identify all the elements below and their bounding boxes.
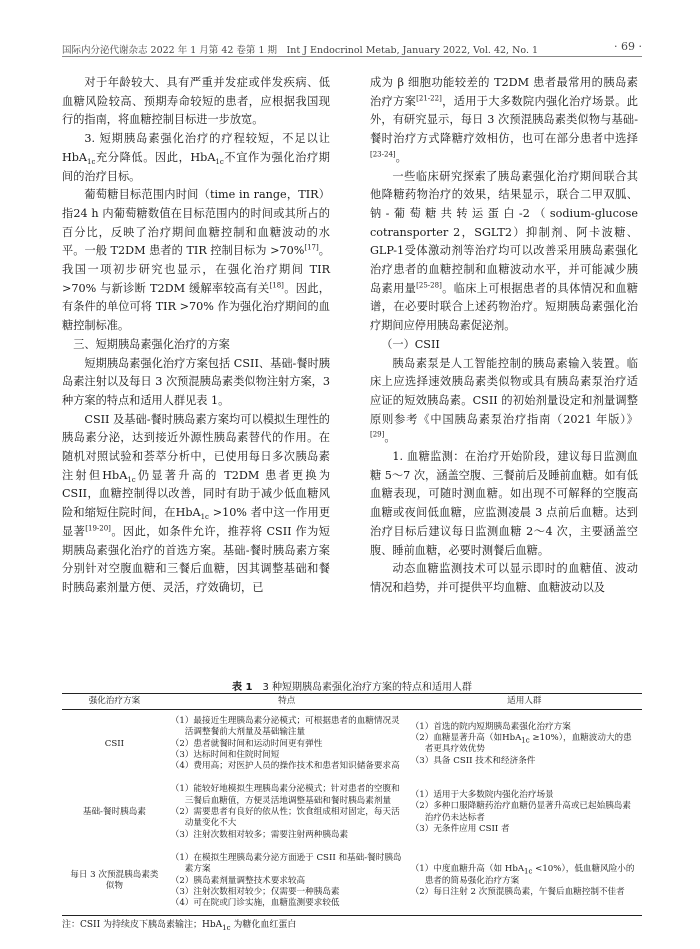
left-column bbox=[62, 74, 330, 598]
paragraph: 葡萄糖目标范围内时间（time in range，TIR）指24 h 内葡萄糖数值在目标范围内的时间或其所占的百分比，反映了治疗期间血糖控制和血糖波动的水平。一般 T2DM 患者的 TIR 控制目标为 >70%[17]。我国一项初步研究也显示，在强化治疗期间 TIR >70% 与新诊断 T2DM 缓解率较高有关[18]。因此，有条件的单位可将 TIR >70% 作为强化治疗期间的血糖控制标准。 bbox=[62, 188, 330, 333]
right-column bbox=[370, 74, 638, 598]
table-header-row bbox=[62, 694, 642, 710]
regimen-name: CSII bbox=[104, 738, 125, 749]
table-caption bbox=[62, 678, 642, 693]
table-row bbox=[62, 710, 642, 779]
page-number: · 69 · bbox=[614, 40, 642, 53]
section-heading: 三、短期胰岛素强化治疗的方案 bbox=[73, 337, 230, 351]
regimen-name: 每日 3 次预混胰岛素类似物 bbox=[62, 847, 167, 916]
table-row bbox=[62, 778, 642, 846]
paragraph: 对于年龄较大、具有严重并发症或伴发疾病、低血糖风险较高、预期寿命较短的患者，应根据我国现行的指南，将血糖控制目标进一步放宽。 bbox=[62, 76, 330, 127]
population-cell: （1）首选的院内短期胰岛素强化治疗方案 （2）血糖显著升高（如HbA$_{1c}$ ≥10%），血糖波动大的患者更具疗效优势 （3）具备 CSII 技术和经济条件 bbox=[410, 721, 632, 766]
features-cell: （1）能较好地模拟生理胰岛素分泌模式；针对患者的空腹和三餐后血糖值，方便灵活地调整基础和餐时胰岛素剂量 （2）需要患者有良好的依从性；饮食组成相对固定，每天活动量变化不大 （3）注射次数相对较多；需要注射两种胰岛素 bbox=[170, 784, 400, 840]
paragraph: 1. 血糖监测：在治疗开始阶段，建议每日监测血糖 5～7 次，涵盖空腹、三餐前后及睡前血糖。如有低血糖表现，可随时测血糖。如出现不可解释的空腹高血糖或夜间低血糖，应监测凌晨 3 点前后血糖。达到治疗目标后建议每日监测血糖 2～4 次，主要涵盖空腹、睡前血糖，必要时测餐后血糖。 bbox=[370, 450, 638, 557]
features-cell: （1）最接近生理胰岛素分泌模式；可根据患者的血糖情况灵活调整餐前大剂量及基础输注量 （2）患者就餐时间和运动时间更有弹性 （3）达标时间和住院时间短 （4）费用高；对医护人员的操作技术和患者知识储备要求高 bbox=[170, 716, 400, 772]
features-cell: （1）在模拟生理胰岛素分泌方面逊于 CSII 和基础-餐时胰岛素方案 （2）胰岛素剂量调整技术要求较高 （3）注射次数相对较少；仅需要一种胰岛素 （4）可在院或门诊实施，血糖监测要求较低 bbox=[167, 847, 407, 916]
subsection-heading: （一）CSII bbox=[381, 337, 440, 351]
running-header bbox=[62, 40, 642, 57]
paragraph: CSII 及基础-餐时胰岛素方案均可以模拟生理性的胰岛素分泌，达到接近外源性胰岛素替代的作用。在随机对照试验和荟萃分析中，已使用每日多次胰岛素注射但HbA$_{1c}$仍显著升高的 T2DM 患者更换为 CSII，血糖控制得以改善，同时有助于减少低血糖风险和缩短住院时间，在HbA$_{1c}$ >10% 者中这一作用更显著[19-20]。因此，如条件允许，推荐将 CSII 作为短期胰岛素强化治疗的首选方案。基础-餐时胰岛素方案分别针对空腹血糖和三餐后血糖，因其调整基础和餐时胰岛素剂量方便、灵活，疗效确切，已 bbox=[62, 412, 331, 594]
table-row bbox=[62, 847, 642, 916]
population-cell: （1）中度血糖升高（如 HbA$_{1c}$ <10%），低血糖风险小的患者的简易强化治疗方案 （2）每日注射 2 次预混胰岛素，午餐后血糖控制不佳者 bbox=[407, 847, 642, 916]
column-header: 特点 bbox=[167, 694, 407, 710]
paragraph: 短期胰岛素强化治疗方案包括 CSII、基础-餐时胰岛素注射以及每日 3 次预混胰岛素类似物注射方案，3 种方案的特点和适用人群见表 1。 bbox=[62, 356, 330, 407]
column-header: 适用人群 bbox=[407, 694, 642, 710]
paragraph: 一些临床研究探索了胰岛素强化治疗期间联合其他降糖药物治疗的效果，结果显示，联合二甲双胍、钠-葡萄糖共转运蛋白-2（sodium-glucose cotransporter 2，SGLT2）抑制剂、阿卡波糖、GLP-1受体激动剂等治疗均可以改善采用胰岛素强化治疗患者的血糖控制和血糖波动水平，并可能减少胰岛素用量[25-28]。临床上可根据患者的具体情况和血糖谱，在必要时联合上述药物治疗。短期胰岛素强化治疗期间应停用胰岛素促泌剂。 bbox=[370, 169, 638, 333]
paragraph: 成为 β 细胞功能较差的 T2DM 患者最常用的胰岛素治疗方案[21-22]，适用于大多数院内强化治疗场景。此外，有研究显示，每日 3 次预混胰岛素类似物与基础-餐时治疗方式降糖疗效相仿，也可在部分患者中选择[23-24]。 bbox=[370, 76, 638, 164]
paragraph: 胰岛素泵是人工智能控制的胰岛素输入装置。临床上应选择速效胰岛素类似物或具有胰岛素泵治疗适应证的短效胰岛素。CSII 的初始剂量设定和剂量调整原则参考《中国胰岛素泵治疗指南（2021 年版）》[29]。 bbox=[370, 356, 638, 445]
population-cell: （1）适用于大多数院内强化治疗场景 （2）多种口服降糖药治疗血糖仍显著升高或已起始胰岛素治疗仍未达标者 （3）无条件应用 CSII 者 bbox=[410, 790, 631, 835]
regimen-table bbox=[62, 693, 642, 916]
table-footnote: 注：CSII 为持续皮下胰岛素输注；HbA$_{1c}$ 为糖化血红蛋白 bbox=[62, 920, 297, 932]
table-label: 表 1 bbox=[232, 682, 253, 693]
column-header: 强化治疗方案 bbox=[62, 694, 167, 710]
table-title: 3 种短期胰岛素强化治疗方案的特点和适用人群 bbox=[262, 682, 472, 693]
journal-header: 国际内分泌代谢杂志 2022 年 1 月第 42 卷第 1 期 Int J Endocrinol Metab, January 2022, Vol. 42, No. 1 bbox=[62, 45, 539, 56]
paragraph: 3. 短期胰岛素强化治疗的疗程较短，不足以让HbA$_{1c}$充分降低。因此，HbA$_{1c}$不宜作为强化治疗期间的治疗目标。 bbox=[62, 132, 330, 183]
regimen-name: 基础-餐时胰岛素 bbox=[82, 807, 146, 818]
paragraph: 动态血糖监测技术可以显示即时的血糖值、波动情况和趋势，并可提供平均血糖、血糖波动以及 bbox=[370, 562, 638, 594]
